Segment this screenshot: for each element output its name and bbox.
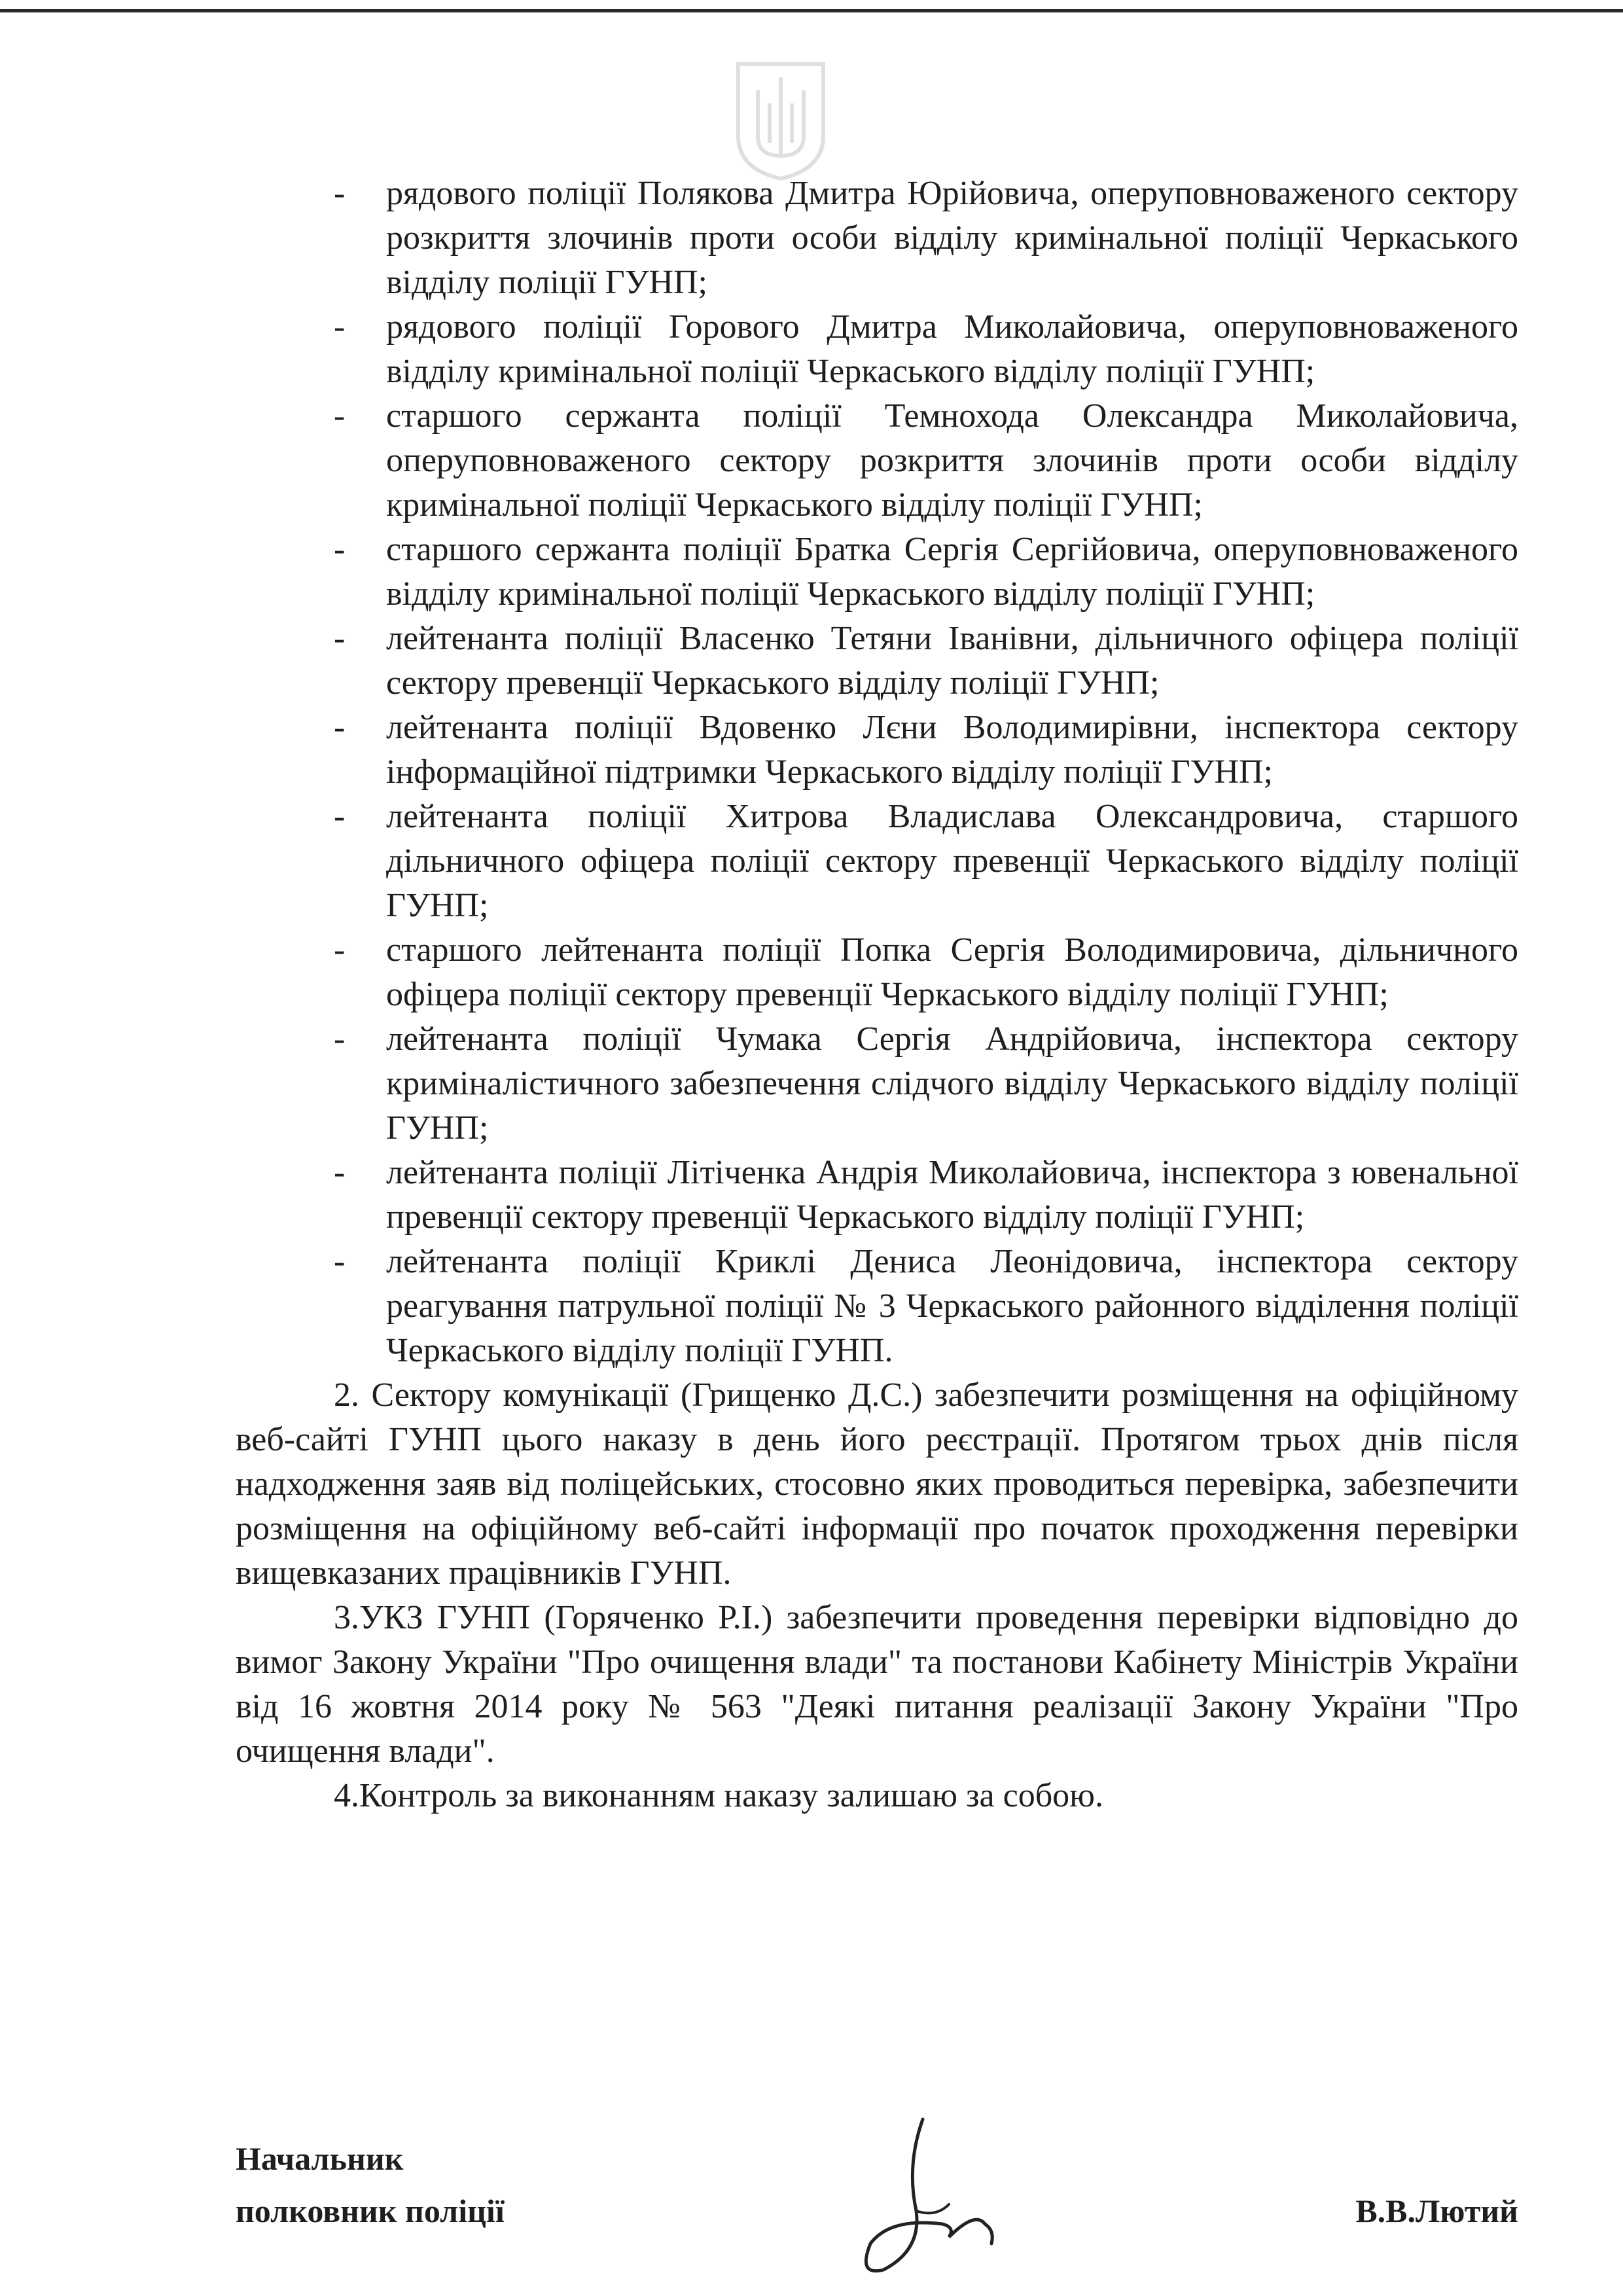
signature-block — [236, 2132, 1518, 2263]
list-item — [236, 1240, 1518, 1373]
list-item-text: старшого лейтенанта поліції Попка Сергія Володимировича, дільничного офіцера поліції сектору превенції Черкаського відділу поліції ГУНП; — [386, 931, 1518, 1013]
list-dash-marker: - — [334, 1243, 346, 1280]
list-item — [236, 1151, 1518, 1240]
list-dash-marker: - — [334, 798, 346, 835]
list-dash-marker: - — [334, 709, 346, 746]
list-item-text: лейтенанта поліції Чумака Сергія Андрійовича, інспектора сектору криміналістичного забезпечення слідчого відділу Черкаського відділу поліції ГУНП; — [386, 1020, 1518, 1147]
list-item-text: рядового поліції Полякова Дмитра Юрійовича, оперуповноваженого сектору розкриття злочинів проти особи відділу кримінальної поліції Черкаського відділу поліції ГУНП; — [386, 175, 1518, 301]
list-item-text: старшого сержанта поліції Братка Сергія Сергійовича, оперуповноваженого відділу кримінальної поліції Черкаського відділу поліції ГУНП; — [386, 531, 1518, 613]
list-item-text: лейтенанта поліції Літіченка Андрія Миколайовича, інспектора з ювенальної превенції сектору превенції Черкаського відділу поліції ГУНП; — [386, 1154, 1518, 1236]
coat-of-arms-watermark-icon — [732, 58, 830, 182]
list-dash-marker: - — [334, 620, 346, 657]
list-item-text: лейтенанта поліції Хитрова Владислава Олександровича, старшого дільничного офіцера поліції сектору превенції Черкаського відділу поліції ГУНП; — [386, 798, 1518, 924]
list-item — [236, 305, 1518, 394]
list-dash-marker: - — [334, 931, 346, 969]
list-item — [236, 706, 1518, 795]
list-item-text: рядового поліції Горового Дмитра Миколайовича, оперуповноваженого відділу кримінальної поліції Черкаського відділу поліції ГУНП; — [386, 308, 1518, 390]
paragraph-2: 2. Сектору комунікації (Грищенко Д.С.) забезпечити розміщення на офіційному веб-сайті ГУНП цього наказу в день його реєстрації. Протягом трьох днів після надходження заяв від поліцейських, стосовно яких проводиться перевірка, забезпечити розміщення на офіційному веб-сайті інформації про початок проходження перевірки вищевказаних працівників ГУНП. — [236, 1376, 1518, 1592]
list-item — [236, 795, 1518, 928]
paragraph-4: 4.Контроль за виконанням наказу залишаю за собою. — [334, 1777, 1104, 1814]
list-dash-marker: - — [334, 175, 346, 212]
list-item-text: старшого сержанта поліції Темнохода Олександра Миколайовича, оперуповноваженого сектору розкриття злочинів проти особи відділу кримінальної поліції Черкаського відділу поліції ГУНП; — [386, 397, 1518, 524]
list-dash-marker: - — [334, 308, 346, 346]
list-item — [236, 1017, 1518, 1151]
list-item — [236, 171, 1518, 305]
list-item-text: лейтенанта поліції Власенко Тетяни Іванівни, дільничного офіцера поліції сектору превенції Черкаського відділу поліції ГУНП; — [386, 620, 1518, 702]
list-item — [236, 617, 1518, 706]
handwritten-signature-icon — [844, 2113, 1001, 2283]
signer-rank: полковник поліції — [236, 2193, 505, 2229]
list-dash-marker: - — [334, 1154, 346, 1191]
list-item-text: лейтенанта поліції Вдовенко Лєни Володимирівни, інспектора сектору інформаційної підтримки Черкаського відділу поліції ГУНП; — [386, 709, 1518, 791]
signer-position: Начальник — [236, 2140, 404, 2177]
signer-name: В.В.Лютий — [1355, 2193, 1518, 2229]
list-item — [236, 394, 1518, 528]
paragraph-3: 3.УКЗ ГУНП (Горяченко Р.І.) забезпечити проведення перевірки відповідно до вимог Закону України "Про очищення влади" та постанови Кабінету Міністрів України від 16 жовтня 2014 року № 563 "Деякі питання реалізації Закону України "Про очищення влади". — [236, 1599, 1518, 1770]
list-item — [236, 528, 1518, 617]
list-item — [236, 928, 1518, 1017]
list-dash-marker: - — [334, 531, 346, 568]
list-dash-marker: - — [334, 397, 346, 435]
personnel-list — [236, 171, 1518, 1373]
top-border-line — [0, 9, 1623, 12]
list-item-text: лейтенанта поліції Криклі Дениса Леонідовича, інспектора сектору реагування патрульної поліції № 3 Черкаського районного відділення поліції Черкаського відділу поліції ГУНП. — [386, 1243, 1518, 1369]
list-dash-marker: - — [334, 1020, 346, 1058]
document-body — [236, 171, 1518, 1818]
